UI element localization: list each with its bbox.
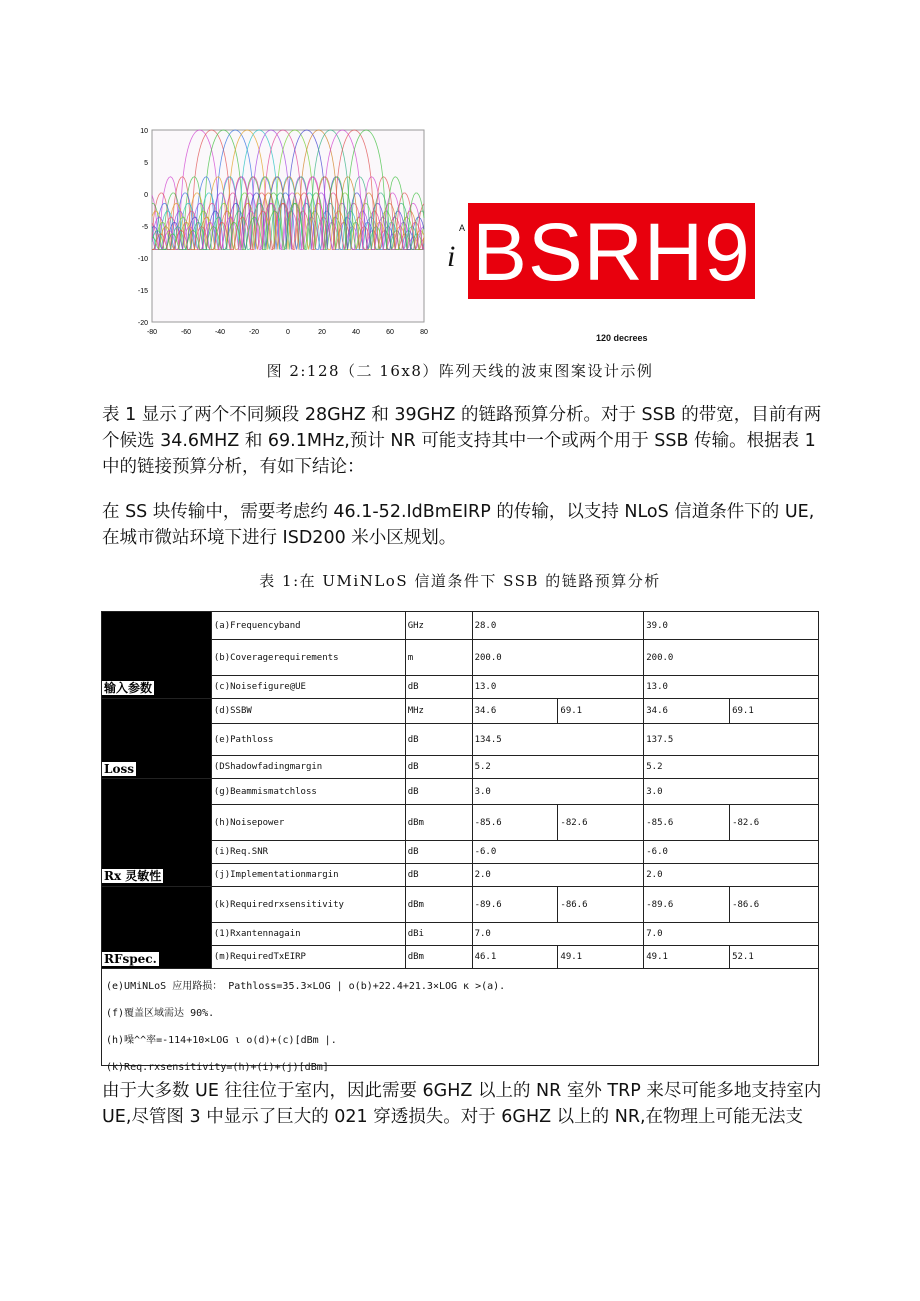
- x-tick-label: 20: [318, 329, 326, 336]
- unit-cell: dB: [405, 841, 472, 864]
- table-row: [102, 612, 819, 640]
- value-cell: -85.6: [472, 805, 558, 841]
- param-cell: (d)SSBW: [211, 699, 405, 724]
- value-cell: 28.0: [472, 612, 644, 640]
- red-label-block: BSRH9: [468, 203, 755, 299]
- note-h: (h)噪^^率=-114+10×LOG ι o(d)+(c)[dBm |.: [106, 1035, 337, 1046]
- param-cell: (e)Pathloss: [211, 724, 405, 756]
- y-tick-label: -10: [137, 256, 148, 263]
- x-tick-label: 0: [286, 329, 290, 336]
- value-cell: 7.0: [472, 923, 644, 946]
- value-cell: -6.0: [644, 841, 819, 864]
- param-cell: (i)Req.SNR: [211, 841, 405, 864]
- param-cell: (DShadowfadingmargin: [211, 756, 405, 779]
- value-cell: 34.6: [644, 699, 730, 724]
- value-cell: 13.0: [472, 676, 644, 699]
- unit-cell: GHz: [405, 612, 472, 640]
- x-tick-label: -20: [248, 329, 260, 336]
- italic-letter: i: [447, 240, 456, 273]
- unit-cell: dB: [405, 676, 472, 699]
- unit-cell: dBm: [405, 805, 472, 841]
- value-cell: 134.5: [472, 724, 644, 756]
- unit-cell: MHz: [405, 699, 472, 724]
- value-cell: 5.2: [644, 756, 819, 779]
- value-cell: -82.6: [558, 805, 644, 841]
- param-cell: (k)Requiredrxsensitivity: [211, 887, 405, 923]
- paragraph-2: 在 SS 块传输中，需要考虑约 46.1-52.IdBmEIRP 的传输，以支持 NLoS 信道条件下的 UE,在城市微站环境下进行 ISD200 米小区规划。: [102, 502, 815, 548]
- value-cell: 2.0: [472, 864, 644, 887]
- table-row: [102, 699, 819, 724]
- param-cell: (c)Noisefigure@UE: [211, 676, 405, 699]
- value-cell: -86.6: [730, 887, 819, 923]
- table-row: [102, 779, 819, 805]
- y-tick-label: 0: [144, 192, 148, 199]
- paragraph-1: 表 1 显示了两个不同频段 28GHZ 和 39GHZ 的链路预算分析。对于 SSB 的带宽，目前有两个候选 34.6MHZ 和 69.1MHz,预计 NR 可能支持其中一个或两个用于 SSB 传输。根据表 1 中的链接预算分析，有如下结论：: [102, 405, 822, 477]
- x-tick-label: -80: [146, 329, 158, 336]
- paragraph-3: 由于大多数 UE 往往位于室内，因此需要 6GHZ 以上的 NR 室外 TRP 来尽可能多地支持室内 UE,尽管图 3 中显示了巨大的 021 穿透损失。对于 6GHZ 以上的 NR,在物理上可能无法支: [102, 1081, 822, 1127]
- param-cell: (a)Frequencyband: [211, 612, 405, 640]
- value-cell: 49.1: [644, 946, 730, 969]
- value-cell: 69.1: [730, 699, 819, 724]
- value-cell: -86.6: [558, 887, 644, 923]
- note-f: (f)覆盖区域需达 90%.: [106, 1008, 215, 1019]
- x-tick-label: -60: [180, 329, 192, 336]
- note-e: (e)UMiNLoS 应用路损： Pathloss=35.3×LOG | o(b)+22.4+21.3×LOG κ >(a).: [106, 981, 506, 992]
- unit-cell: dBm: [405, 946, 472, 969]
- value-cell: 13.0: [644, 676, 819, 699]
- value-cell: 5.2: [472, 756, 644, 779]
- figure-caption: 图 2:128（二 16x8）阵列天线的波束图案设计示例: [266, 362, 654, 380]
- y-tick-label: -15: [137, 288, 148, 295]
- unit-cell: m: [405, 640, 472, 676]
- degrees-label: 120 decrees: [596, 333, 648, 343]
- unit-cell: dBm: [405, 887, 472, 923]
- y-tick-label: -5: [141, 224, 148, 231]
- param-cell: (h)Noisepower: [211, 805, 405, 841]
- value-cell: 49.1: [558, 946, 644, 969]
- value-cell: 7.0: [644, 923, 819, 946]
- value-cell: 2.0: [644, 864, 819, 887]
- caret-mark: A: [459, 223, 466, 233]
- param-cell: (1)Rxantennagain: [211, 923, 405, 946]
- x-tick-label: -40: [214, 329, 226, 336]
- value-cell: 3.0: [472, 779, 644, 805]
- group-loss: Loss: [102, 699, 212, 779]
- value-cell: -85.6: [644, 805, 730, 841]
- unit-cell: dB: [405, 756, 472, 779]
- unit-cell: dB: [405, 724, 472, 756]
- table-row: [102, 887, 819, 923]
- group-rx-sensitivity: Rx 灵敏性: [102, 779, 212, 887]
- table-caption: 表 1:在 UMiNLoS 信道条件下 SSB 的链路预算分析: [259, 572, 661, 590]
- value-cell: -6.0: [472, 841, 644, 864]
- param-cell: (m)RequiredTxEIRP: [211, 946, 405, 969]
- param-cell: (b)Coveragerequirements: [211, 640, 405, 676]
- unit-cell: dBi: [405, 923, 472, 946]
- value-cell: 3.0: [644, 779, 819, 805]
- table-notes-row: [102, 969, 819, 1066]
- param-cell: (j)Implementationmargin: [211, 864, 405, 887]
- unit-cell: dB: [405, 864, 472, 887]
- value-cell: 52.1: [730, 946, 819, 969]
- x-tick-label: 60: [386, 329, 394, 336]
- y-tick-label: 5: [144, 160, 148, 167]
- value-cell: -89.6: [644, 887, 730, 923]
- y-tick-label: -20: [137, 320, 148, 327]
- note-k: (k)Req.rxsensitivity=(h)+(i)+(j)[dBm]: [106, 1062, 329, 1073]
- value-cell: 39.0: [644, 612, 819, 640]
- link-budget-table: [101, 611, 819, 1073]
- beam-pattern-plot: [128, 122, 428, 340]
- x-tick-label: 40: [352, 329, 360, 336]
- group-rf-spec: RFspec.: [102, 887, 212, 969]
- value-cell: 200.0: [644, 640, 819, 676]
- param-cell: (g)Beammismatchloss: [211, 779, 405, 805]
- value-cell: -82.6: [730, 805, 819, 841]
- value-cell: 200.0: [472, 640, 644, 676]
- unit-cell: dB: [405, 779, 472, 805]
- y-tick-label: 10: [140, 128, 148, 135]
- value-cell: 69.1: [558, 699, 644, 724]
- table-notes: [102, 969, 819, 1073]
- value-cell: 137.5: [644, 724, 819, 756]
- x-tick-label: 80: [420, 329, 428, 336]
- group-input-params: 输入参数: [102, 612, 212, 699]
- value-cell: -89.6: [472, 887, 558, 923]
- value-cell: 34.6: [472, 699, 558, 724]
- value-cell: 46.1: [472, 946, 558, 969]
